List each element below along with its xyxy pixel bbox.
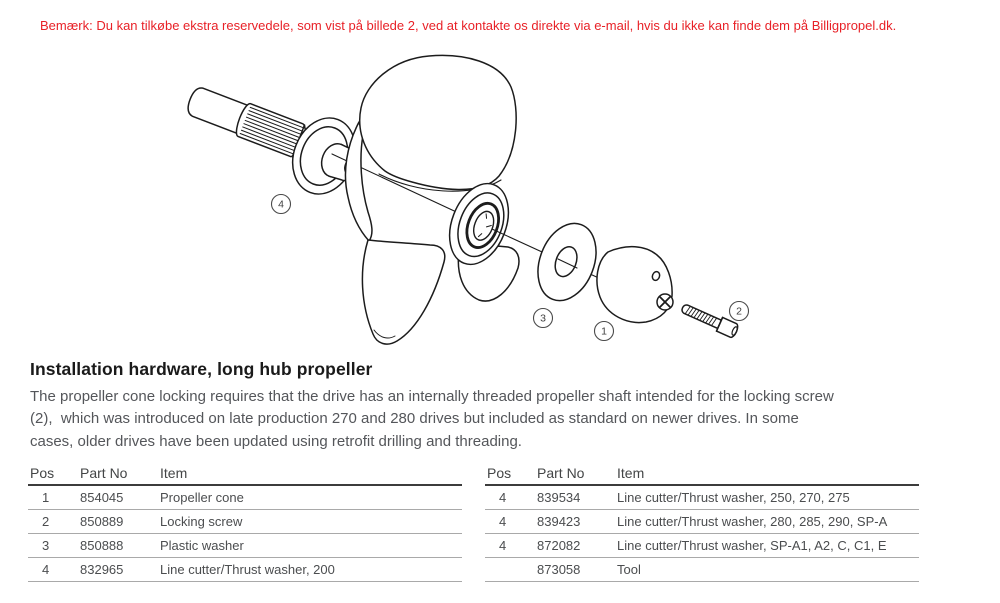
callout-1: 1 [601,325,607,338]
table-row [485,534,919,558]
cell-partno: 873058 [537,562,581,577]
paragraph-line: cases, older drives have been updated using retrofit drilling and threading. [30,432,522,450]
cell-pos: 4 [42,562,50,577]
cell-item: Line cutter/Thrust washer, 250, 270, 275 [617,490,850,505]
col-header-pos: Pos [30,465,55,481]
col-header-item: Item [617,465,645,481]
table-row [28,558,462,582]
parts-table-right [485,462,919,582]
paragraph-line: The propeller cone locking requires that the drive has an internally threaded propeller shaft intended for the locking screw [30,388,834,405]
propeller-exploded-diagram [145,48,790,360]
table-row [485,558,919,582]
cell-item: Propeller cone [160,490,244,505]
cell-partno: 839423 [537,514,581,529]
col-header-partno: Part No [537,465,585,481]
cell-partno: 850889 [80,514,124,529]
cell-item: Locking screw [160,514,243,529]
cell-item: Plastic washer [160,538,244,553]
page-title: Installation hardware, long hub propeller [30,359,373,379]
cell-item: Line cutter/Thrust washer, SP-A1, A2, C, C1, E [617,538,887,553]
plastic-washer [527,215,606,309]
top-notice-text: Bemærk: Du kan tilkøbe ekstra reservedele, som vist på billede 2, ved at kontakte os direkte via e-mail, hvis du ikke kan finde dem på Billigpropel.dk. [40,18,897,33]
cell-pos: 3 [42,538,50,553]
callout-3: 3 [540,312,546,325]
cell-pos: 1 [42,490,50,505]
table-header-row [28,462,462,486]
cell-pos: 4 [499,490,507,505]
cell-partno: 872082 [537,538,581,553]
cell-pos: 2 [42,514,50,529]
table-row [485,510,919,534]
table-row [28,510,462,534]
col-header-pos: Pos [487,465,512,481]
table-header-row [485,462,919,486]
cell-partno: 839534 [537,490,581,505]
col-header-partno: Part No [80,465,128,481]
callout-4: 4 [278,198,284,211]
table-row [28,534,462,558]
cell-item: Line cutter/Thrust washer, 280, 285, 290, SP-A [617,514,888,529]
paragraph-line: (2), which was introduced on late production 270 and 280 drives but included as standard on newer drives. In some [30,410,799,428]
cell-partno: 854045 [80,490,124,505]
callout-2: 2 [736,305,742,318]
intro-paragraph [30,386,940,453]
cell-pos: 4 [499,514,507,529]
cell-pos: 4 [499,538,507,553]
cell-item: Line cutter/Thrust washer, 200 [160,562,335,577]
cell-item: Tool [617,562,641,577]
col-header-item: Item [160,465,188,481]
cell-partno: 850888 [80,538,124,553]
cell-partno: 832965 [80,562,124,577]
parts-table-left [28,462,462,582]
propeller [345,55,519,344]
table-row [485,486,919,510]
table-row [28,486,462,510]
propeller-cone [597,247,673,323]
